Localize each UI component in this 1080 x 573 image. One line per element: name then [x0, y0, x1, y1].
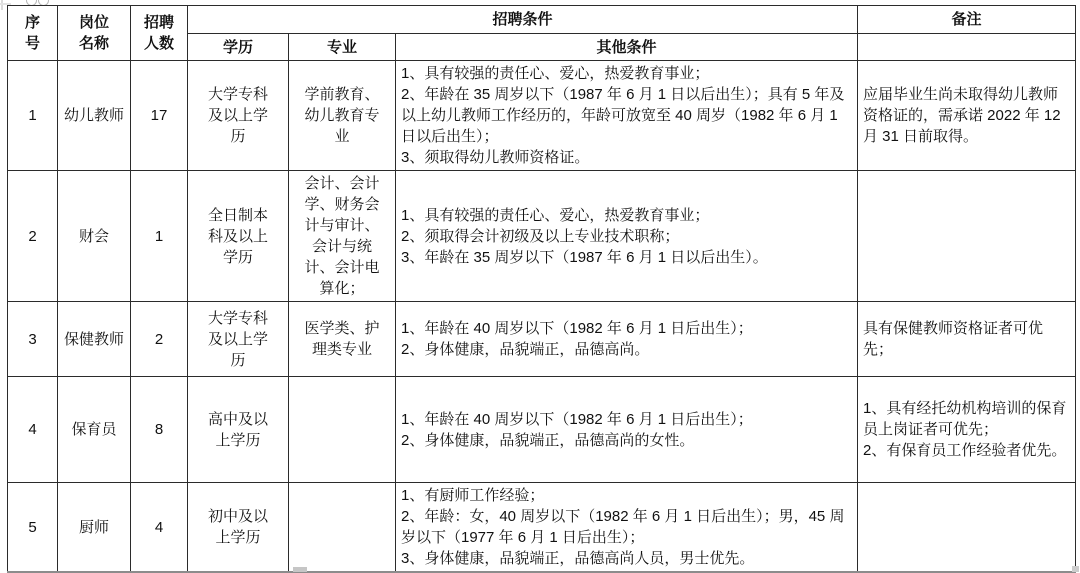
cell-count: 1: [131, 171, 188, 302]
cell-major: [289, 377, 396, 483]
cell-position: 财会: [58, 171, 131, 302]
cell-position: 保育员: [58, 377, 131, 483]
cell-major: 会计、会计学、财务会计与审计、会计与统计、会计电算化；: [289, 171, 396, 302]
cell-education: 高中及以上学历: [188, 377, 289, 483]
header-serial: 序 号: [8, 6, 58, 61]
cell-position: 幼儿教师: [58, 61, 131, 171]
cell-other-conditions: 1、具有较强的责任心、爱心，热爱教育事业； 2、须取得会计初级及以上专业技术职称； 3、年龄在 35 周岁以下（1987 年 6 月 1 日以后出生）。: [396, 171, 858, 302]
cell-serial: 2: [8, 171, 58, 302]
cell-major: 学前教育、幼儿教育专业: [289, 61, 396, 171]
table-row: [8, 483, 1076, 573]
table-row: [8, 302, 1076, 377]
cell-other-conditions: 1、年龄在 40 周岁以下（1982 年 6 月 1 日后出生）； 2、身体健康，品貌端正，品德高尚的女性。: [396, 377, 858, 483]
cell-remark: [858, 171, 1076, 302]
cell-serial: 1: [8, 61, 58, 171]
cell-education: 全日制本科及以上学历: [188, 171, 289, 302]
cell-education: 大学专科及以上学历: [188, 302, 289, 377]
cell-major: 医学类、护理类专业: [289, 302, 396, 377]
header-other-conditions: 其他条件: [396, 34, 858, 61]
header-row-1: [8, 6, 1076, 34]
cell-education: 初中及以上学历: [188, 483, 289, 573]
table-row: [8, 377, 1076, 483]
cell-remark: 1、具有经托幼机构培训的保育员上岗证者可优先； 2、有保育员工作经验者优先。: [858, 377, 1076, 483]
header-remark: 备注: [858, 6, 1076, 34]
cell-count: 4: [131, 483, 188, 573]
table-row: [8, 171, 1076, 302]
header-conditions: 招聘条件: [188, 6, 858, 34]
header-position: 岗位 名称: [58, 6, 131, 61]
cell-remark: 具有保健教师资格证者可优先；: [858, 302, 1076, 377]
cell-other-conditions: 1、有厨师工作经验； 2、年龄：女，40 周岁以下（1982 年 6 月 1 日后出生）；男，45 周岁以下（1977 年 6 月 1 日后出生）； 3、身体健康，品貌端正，品德高尚人员，男士优先。: [396, 483, 858, 573]
cell-position: 厨师: [58, 483, 131, 573]
cell-other-conditions: 1、具有较强的责任心、爱心，热爱教育事业； 2、年龄在 35 周岁以下（1987 年 6 月 1 日以后出生）；具有 5 年及以上幼儿教师工作经历的，年龄可放宽至 40 周岁（1982 年 6 月 1 日以后出生）； 3、须取得幼儿教师资格证。: [396, 61, 858, 171]
cell-position: 保健教师: [58, 302, 131, 377]
header-major: 专业: [289, 34, 396, 61]
page-edge-artifact-vertical: [1, 0, 3, 10]
header-remark-empty-cell: [858, 34, 1076, 61]
cell-serial: 4: [8, 377, 58, 483]
cell-major: [289, 483, 396, 573]
cell-remark: 应届毕业生尚未取得幼儿教师资格证的，需承诺 2022 年 12 月 31 日前取得。: [858, 61, 1076, 171]
header-count: 招聘 人数: [131, 6, 188, 61]
cell-count: 2: [131, 302, 188, 377]
cell-remark: [858, 483, 1076, 573]
cell-serial: 3: [8, 302, 58, 377]
cell-serial: 5: [8, 483, 58, 573]
header-education: 学历: [188, 34, 289, 61]
cell-other-conditions: 1、年龄在 40 周岁以下（1982 年 6 月 1 日后出生）； 2、身体健康，品貌端正，品德高尚。: [396, 302, 858, 377]
recruitment-table: [7, 5, 1076, 573]
cell-count: 8: [131, 377, 188, 483]
cell-education: 大学专科及以上学历: [188, 61, 289, 171]
table-row: [8, 61, 1076, 171]
cell-count: 17: [131, 61, 188, 171]
